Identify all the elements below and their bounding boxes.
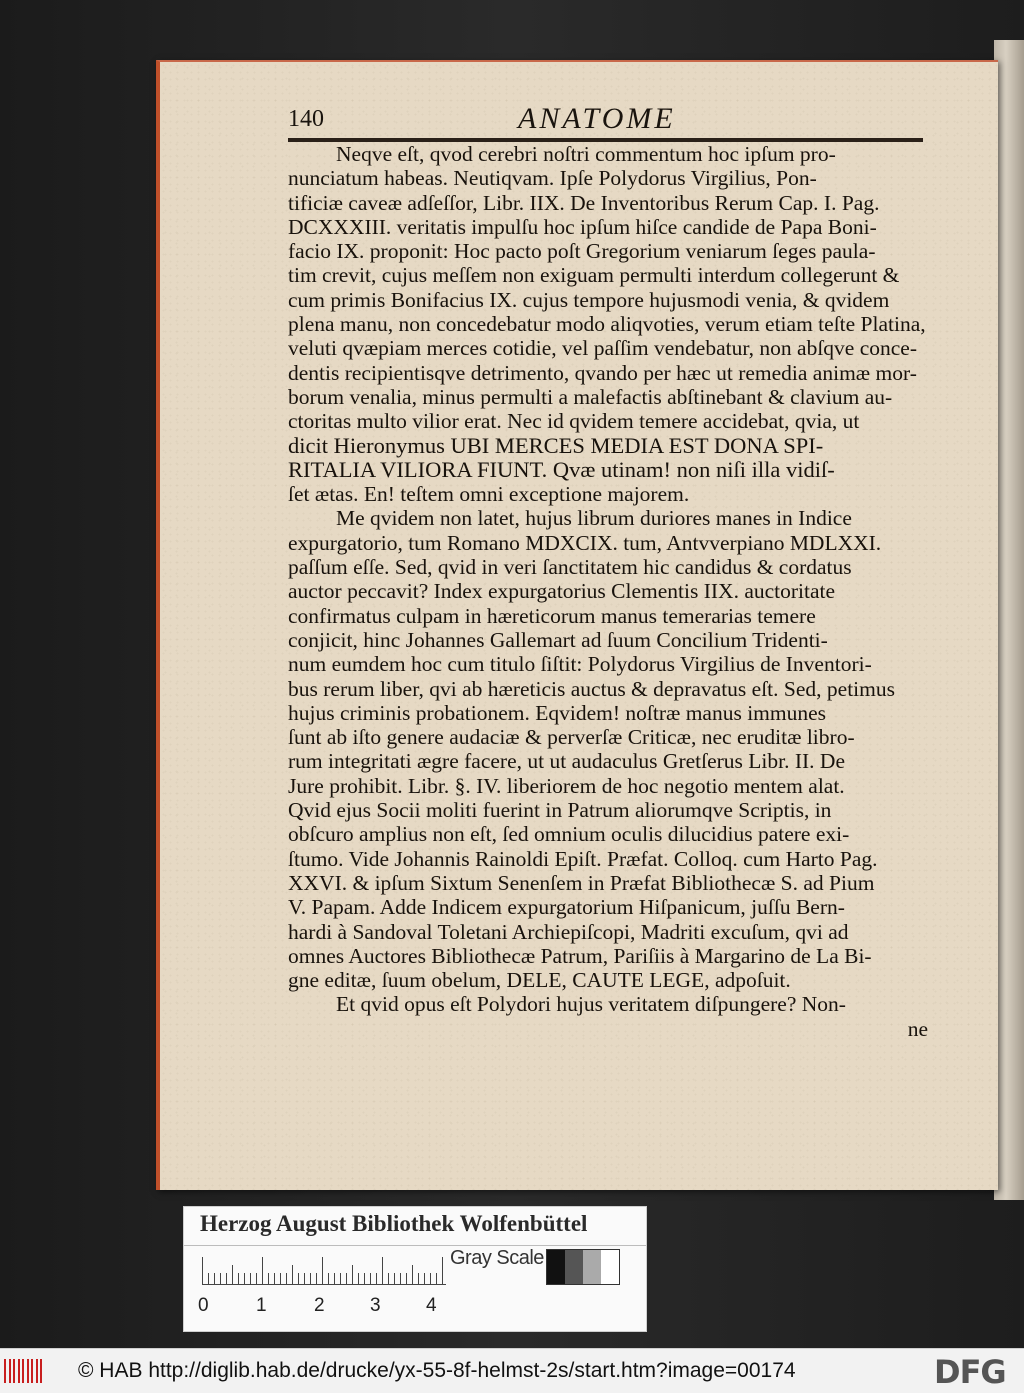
text-line: Neqve eſt, qvod cerebri noſtri commentum hoc ipſum pro- [336,142,836,166]
ruler-tick [232,1265,233,1285]
ruler-tick [268,1273,269,1285]
ruler-tick [262,1257,263,1285]
ruler-tick [214,1273,215,1285]
ruler-tick [322,1257,323,1285]
ruler-tick [382,1257,383,1285]
text-line: rum integritati ægre facere, ut ut audaculus Gretſerus Libr. II. De [288,749,846,774]
text-line: V. Papam. Adde Indicem expurgatorium Hiſpanicum, juſſu Bern- [288,895,845,920]
ruler-number: 1 [256,1295,267,1316]
body-text [288,142,928,1041]
text-line: ctoritas multo vilior erat. Nec id qvidem temere accidebat, qvia, ut [288,409,860,434]
logo-bar [13,1359,15,1383]
ruler-tick [388,1273,389,1285]
ruler-tick [400,1273,401,1285]
ruler-tick [280,1273,281,1285]
book-page [156,60,998,1190]
library-name: Herzog August Bibliothek Wolfenbüttel [200,1211,588,1236]
text-line: gne editæ, ſuum obelum, DELE, CAUTE LEGE, adpoſuit. [288,968,791,993]
text-line: borum venalia, minus permulti a malefactis abſtinebant & clavium au- [288,384,893,409]
ruler-number: 2 [314,1295,325,1316]
text-line: hujus criminis probationem. Eqvidem! noſtræ manus immunes [288,700,827,725]
ruler-tick [436,1273,437,1285]
text-line: conjicit, hinc Johannes Gallemart ad ſuum Concilium Tridenti- [288,627,828,652]
logo-bar [27,1359,29,1383]
ruler-tick [244,1273,245,1285]
ruler-tick [274,1273,275,1285]
logo-bar [22,1359,24,1383]
text-line: Me qvidem non latet, hujus librum duriores manes in Indice [336,506,852,531]
ruler-tick [358,1273,359,1285]
logo-bar [4,1359,6,1383]
ruler-tick [328,1273,329,1285]
ruler-tick [208,1273,209,1285]
ruler-tick [442,1257,443,1285]
ruler-tick [298,1273,299,1285]
text-line: ſtumo. Vide Johannis Rainoldi Epiſt. Præfat. Colloq. cum Harto Pag. [288,846,878,871]
ruler-tick [304,1273,305,1285]
text-line: XXVI. & ipſum Sixtum Senenſem in Præfat Bibliothecæ S. ad Pium [288,870,875,895]
ruler-tick [238,1273,239,1285]
ruler-tick [364,1273,365,1285]
gray-swatch [601,1250,619,1284]
ruler-tick [406,1273,407,1285]
ruler-tick [310,1273,311,1285]
ruler-tick [430,1273,431,1285]
ruler-tick [340,1273,341,1285]
gray-scale-swatches [546,1249,620,1285]
ruler-tick [376,1273,377,1285]
gray-swatch [583,1250,601,1284]
text-line: DCXXXIII. veritatis impulſu hoc ipſum hiſce candide de Papa Boni- [288,214,877,239]
ruler-tick [316,1273,317,1285]
text-line: Et qvid opus eſt Polydori hujus veritatem diſpungere? Non- [336,992,846,1017]
text-line: cum primis Bonifacius IX. cujus tempore hujusmodi venia, & qvidem [288,287,890,312]
text-line: facio IX. proponit: Hoc pacto poſt Gregorium veniarum ſeges paula- [288,239,876,264]
dfg-logo: DFG [934,1353,1006,1391]
ruler-number: 3 [370,1295,381,1316]
gray-swatch [565,1250,583,1284]
ruler-tick [394,1273,395,1285]
text-line: Jure prohibit. Libr. §. IV. liberiorem de hoc negotio mentem alat. [288,773,845,798]
footer-bar [0,1348,1024,1393]
ruler-tick [334,1273,335,1285]
text-line: bus rerum liber, qvi ab hæreticis auctus & depravatus eſt. Sed, petimus [288,676,895,701]
text-line: plena manu, non concedebatur modo aliqvoties, verum etiam teſte Platina, [288,312,926,337]
label-divider [184,1245,646,1246]
ruler-tick [352,1265,353,1285]
ruler-tick [202,1257,203,1285]
text-line: hardi à Sandoval Toletani Archiepiſcopi, Madriti excuſum, qvi ad [288,919,849,944]
ruler-tick [424,1273,425,1285]
ruler-tick [412,1265,413,1285]
text-line: paſſum eſſe. Sed, qvid in veri ſanctitatem hic candidus & cordatus [288,555,852,580]
page-number: 140 [288,106,324,132]
ruler-tick [346,1273,347,1285]
text-line: tificiæ caveæ adſeſſor, Libr. IIX. De Inventoribus Rerum Cap. I. Pag. [288,190,880,215]
text-line: ſet ætas. En! teſtem omni exceptione majorem. [288,482,690,507]
ruler-tick [418,1273,419,1285]
ruler-tick [250,1273,251,1285]
ruler-number: 4 [426,1295,437,1316]
text-line: nunciatum habeas. Neutiqvam. Ipſe Polydorus Virgilius, Pon- [288,166,817,191]
hab-logo-icon [4,1359,46,1383]
text-line: Qvid ejus Socii moliti fuerint in Patrum aliorumqve Scriptis, in [288,798,832,823]
text-line: obſcuro amplius non eſt, ſed omnium oculis dilucidius patere exi- [288,822,850,847]
gray-scale-label: Gray Scale [450,1247,544,1269]
text-line: RITALIA VILIORA FIUNT. Qvæ utinam! non niſi illa vidiſ- [288,457,835,482]
scale-ruler [202,1255,452,1295]
logo-bar [40,1359,42,1383]
ruler-tick [286,1273,287,1285]
ruler-tick [226,1273,227,1285]
logo-bar [9,1359,11,1383]
ruler-tick [292,1265,293,1285]
text-line: omnes Auctores Bibliothecæ Patrum, Pariſiis à Margarino de La Bi- [288,943,872,968]
text-line: dicit Hieronymus UBI MERCES MEDIA EST DONA SPI- [288,433,824,458]
logo-bar [31,1359,33,1383]
ruler-tick [220,1273,221,1285]
ruler-tick [370,1273,371,1285]
text-line: tim crevit, cujus meſſem non exiguam permulti interdum collegerunt & [288,263,900,288]
running-head: ANATOME [518,102,676,135]
text-line: expurgatorio, tum Romano MDXCIX. tum, Antvverpiano MDLXXI. [288,530,882,555]
adjacent-page-edge [994,40,1024,1200]
text-line: num eumdem hoc cum titulo ſiſtit: Polydorus Virgilius de Inventori- [288,652,872,677]
text-line: ne [907,1016,928,1041]
copyright-url[interactable]: © HAB http://diglib.hab.de/drucke/yx-55-8f-helmst-2s/start.htm?image=00174 [78,1359,796,1382]
logo-bar [18,1359,20,1383]
text-line: veluti qvæpiam merces cotidie, vel paſſim vendebatur, non abſqve conce- [288,336,918,361]
logo-bar [36,1359,38,1383]
gray-swatch [547,1250,565,1284]
ruler-number: 0 [198,1295,209,1316]
color-calibration-label [183,1206,647,1332]
text-line: dentis recipientisqve detrimento, qvando per hæc ut remedia animæ mor- [288,360,917,385]
text-line: auctor peccavit? Index expurgatorius Clementis IIX. auctoritate [288,579,836,604]
text-line: ſunt ab iſto genere audaciæ & perverſæ Criticæ, nec eruditæ libro- [288,725,855,750]
text-line: confirmatus culpam in hæreticorum manus temerarias temere [288,603,816,628]
ruler-tick [256,1273,257,1285]
